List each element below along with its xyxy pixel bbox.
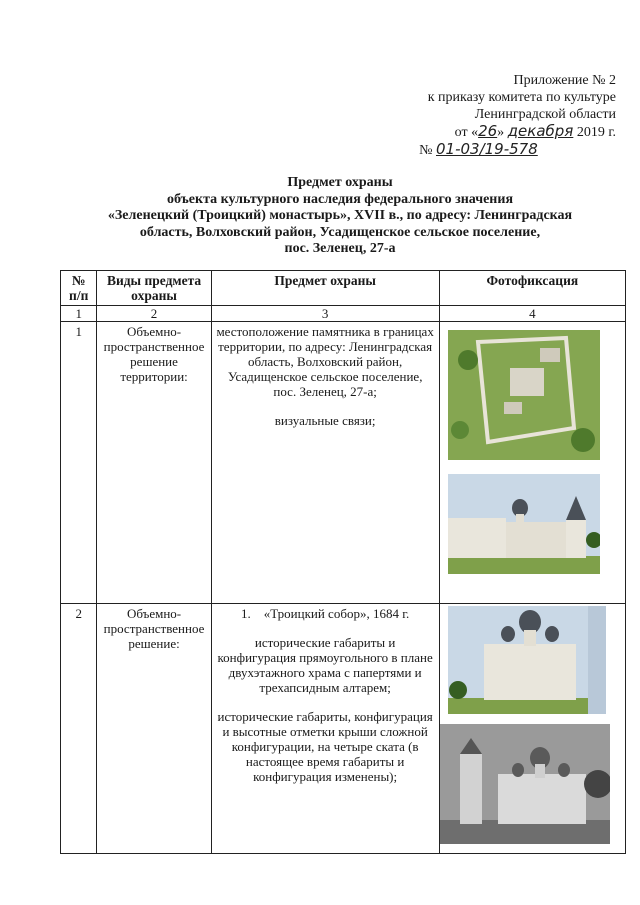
header-photo: Фотофиксация <box>439 271 625 306</box>
header-subject: Предмет охраны <box>211 271 439 306</box>
appendix-number: № 01-03/19-578 <box>419 141 616 159</box>
order-number-handwritten: 01-03/19-578 <box>436 140 538 158</box>
cathedral-photo <box>448 606 606 714</box>
table-header-row <box>61 271 626 306</box>
row-number: 2 <box>61 604 97 854</box>
date-month-handwritten: декабря <box>507 122 574 140</box>
aerial-photo <box>448 330 600 460</box>
row-photos <box>439 322 625 604</box>
protection-subject-table <box>60 270 626 854</box>
monastery-photo <box>448 474 600 574</box>
appendix-line-2: к приказу комитета по культуре <box>427 90 616 105</box>
header-number: № п/п <box>61 271 97 306</box>
table-row <box>61 322 626 604</box>
header-kind: Виды предмета охраны <box>97 271 211 306</box>
appendix-line-1: Приложение № 2 <box>513 73 616 88</box>
row-subject <box>211 604 439 854</box>
row-kind: Объемно-пространственное решение: <box>97 604 211 854</box>
subject-item-title: 1. «Троицкий собор», 1684 г. <box>240 606 410 621</box>
document-title: Предмет охраны объекта культурного наследия федерального значения «Зеленецкий (Троицкий) монастырь», XVII в., по адресу: Ленинградская область, Волховский район, Усадищенское сельское поселение, пос. Зеленец, 27-а <box>107 175 573 256</box>
appendix-block <box>419 72 616 159</box>
row-number: 1 <box>61 322 97 604</box>
row-subject <box>211 322 439 604</box>
date-day-handwritten: 26 <box>478 122 498 140</box>
row-kind: Объемно-пространственное решение территории: <box>97 322 211 604</box>
column-number-row: 1 2 3 4 <box>61 306 626 322</box>
subject-visual-links: визуальные связи; <box>274 413 376 428</box>
subject-location: местоположение памятника в границах территории, по адресу: Ленинградская область, Волховский район, Усадищенское сельское поселение, пос. Зеленец, 27-а; <box>216 324 434 399</box>
subject-roof: исторические габариты, конфигурация и высотные отметки крыши сложной конфигурации, на четыре ската (в настоящее время габариты и конфигурация изменены); <box>217 709 433 784</box>
subject-dimensions: исторические габариты и конфигурация прямоугольного в плане двухэтажного храма с папертями и трехапсидным алтарем; <box>217 635 433 695</box>
appendix-date: от «26» декабря 2019 г. <box>454 122 616 140</box>
historic-cathedral-photo <box>440 724 610 844</box>
row-photos <box>439 604 625 854</box>
table-row <box>61 604 626 854</box>
appendix-line-3: Ленинградской области <box>474 107 616 122</box>
